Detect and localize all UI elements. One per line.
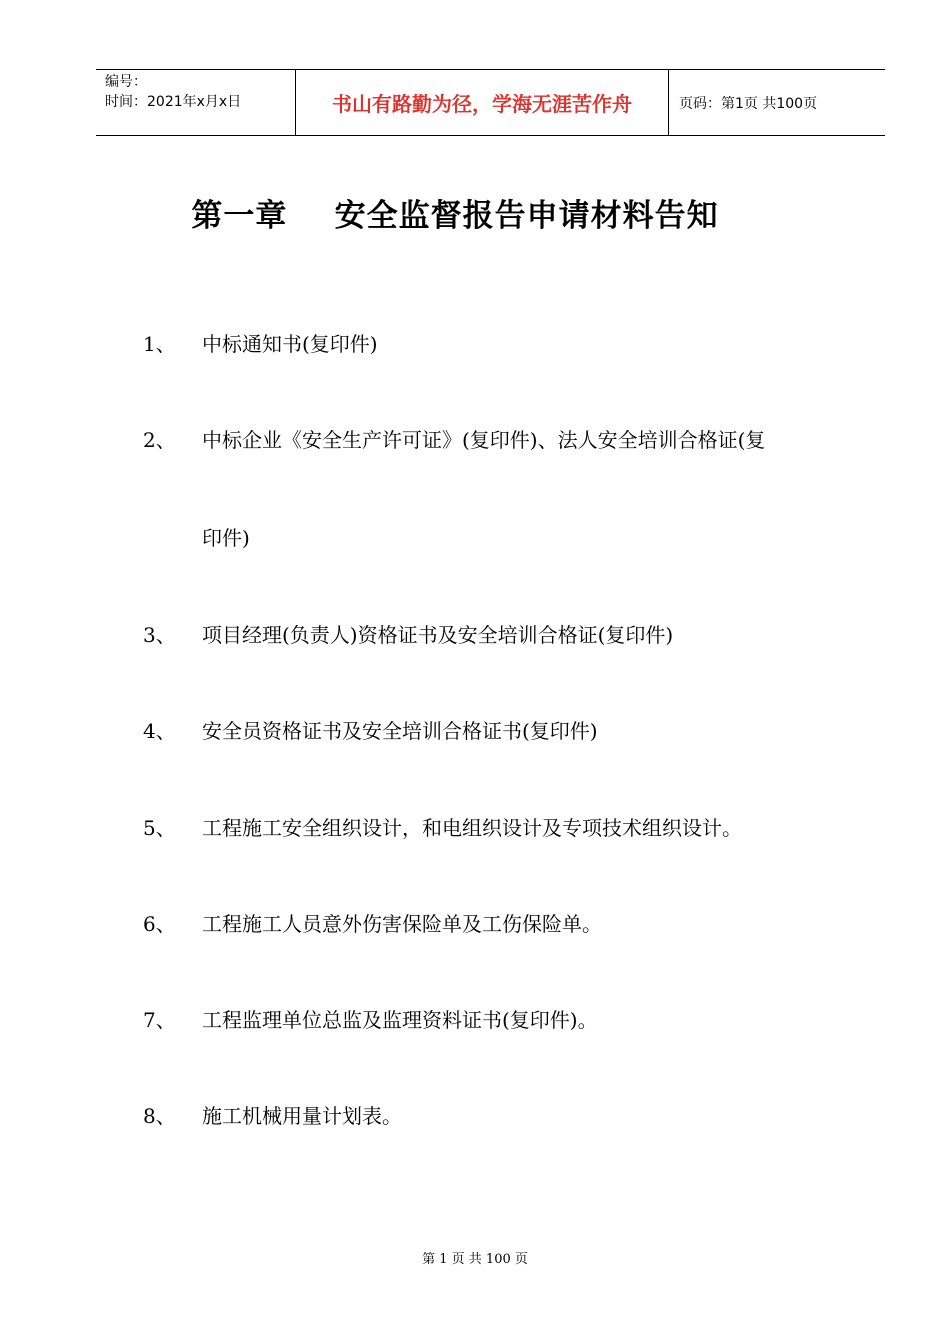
item-number: 8、: [143, 1104, 176, 1128]
list-item: [143, 719, 842, 743]
item-text: 施工机械用量计划表。: [202, 1104, 402, 1128]
page-footer: 第 1 页 共 100 页: [422, 1252, 528, 1267]
item-text: 工程施工人员意外伤害保险单及工伤保险单。: [202, 912, 602, 936]
item-text: 中标企业《安全生产许可证》(复印件)、法人安全培训合格证(复: [202, 428, 766, 452]
item-number: 7、: [143, 1008, 176, 1032]
list-item: [143, 623, 842, 647]
header-page-info: [669, 70, 885, 135]
item-number: 4、: [143, 719, 176, 743]
chapter-title: 第一章 安全监督报告申请材料告知: [191, 198, 719, 234]
list-item: [143, 1008, 842, 1032]
list-item: [143, 816, 842, 840]
header-meta: [96, 70, 296, 135]
item-text: 安全员资格证书及安全培训合格证书(复印件): [202, 719, 598, 743]
document-number-label: 编号：: [105, 74, 147, 90]
item-number: 6、: [143, 912, 176, 936]
list-item: [143, 428, 842, 452]
item-text: 项目经理(负责人)资格证书及安全培训合格证(复印件): [202, 623, 674, 647]
list-item: [143, 912, 842, 936]
item-text: 中标通知书(复印件): [202, 332, 378, 356]
item-number: 1、: [143, 332, 176, 356]
item-text-continuation: 印件): [202, 526, 250, 550]
motto-text: 书山有路勤为径，学海无涯苦作舟: [332, 92, 632, 116]
item-number: 2、: [143, 428, 176, 452]
page-info-text: 页码：第1页 共100页: [679, 95, 818, 112]
item-number: 3、: [143, 623, 176, 647]
header-motto: [296, 70, 669, 135]
list-item: [143, 332, 842, 356]
page-header: [96, 69, 885, 136]
item-text: 工程施工安全组织设计，和电组织设计及专项技术组织设计。: [202, 816, 742, 840]
item-number: 5、: [143, 816, 176, 840]
list-item: [143, 1104, 842, 1128]
item-text: 工程监理单位总监及监理资料证书(复印件)。: [202, 1008, 598, 1032]
list-item-continuation: [143, 526, 842, 550]
document-time: 时间：2021年x月x日: [105, 94, 242, 110]
